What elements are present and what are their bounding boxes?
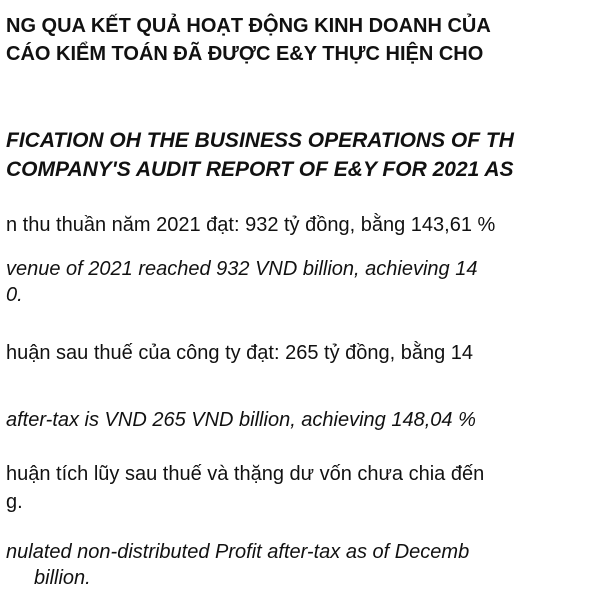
profit-vn-line: huận sau thuế của công ty đạt: 265 tỷ đồng, bằng 14 [6, 342, 474, 364]
revenue-en-line-2: 0. [6, 284, 23, 306]
heading-en-line-2: COMPANY'S AUDIT REPORT OF E&Y FOR 2021 AS [6, 158, 514, 181]
accumulated-vn-line-1: huận tích lũy sau thuế và thặng dư vốn chưa chia đến [6, 463, 485, 485]
heading-vn-line-2: CÁO KIỂM TOÁN ĐÃ ĐƯỢC E&Y THỰC HIỆN CHO [6, 43, 484, 65]
revenue-en-line-1: venue of 2021 reached 932 VND billion, achieving 14 [6, 258, 478, 280]
heading-vn-line-1: NG QUA KẾT QUẢ HOẠT ĐỘNG KINH DOANH CỦA [6, 15, 491, 37]
revenue-vn-line: n thu thuần năm 2021 đạt: 932 tỷ đồng, bằng 143,61 % [6, 214, 496, 236]
profit-en-line: after-tax is VND 265 VND billion, achieving 148,04 % [6, 409, 476, 431]
accumulated-en-line-1: nulated non-distributed Profit after-tax as of Decemb [6, 541, 470, 563]
heading-en-line-1: FICATION OH THE BUSINESS OPERATIONS OF TH [6, 129, 514, 152]
accumulated-en-line-2: billion. [34, 567, 91, 589]
accumulated-vn-line-2: g. [6, 491, 23, 513]
